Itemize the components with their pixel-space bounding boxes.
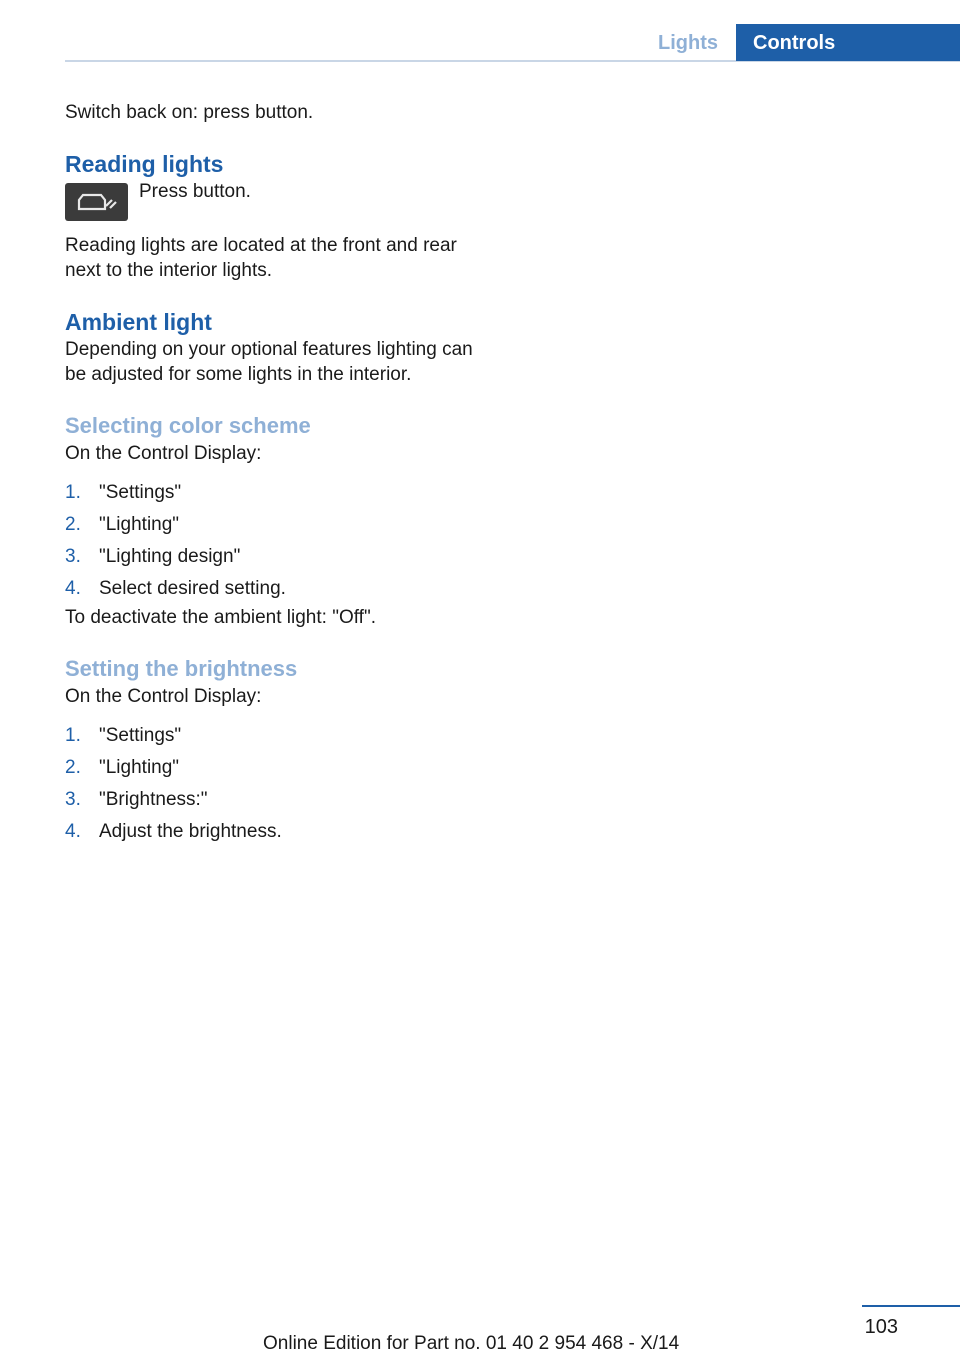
color-scheme-heading: Selecting color scheme bbox=[65, 413, 311, 438]
list-item bbox=[65, 544, 485, 569]
step-text: "Lighting design" bbox=[99, 546, 241, 567]
brightness-heading: Setting the brightness bbox=[65, 656, 298, 681]
edition-line: Online Edition for Part no. 01 40 2 954 468 - X/14 bbox=[263, 1333, 680, 1354]
color-scheme-lead: On the Control Display: bbox=[65, 443, 262, 464]
list-item bbox=[65, 576, 485, 601]
step-number: 4. bbox=[65, 821, 81, 842]
chapter-tab-label: Controls bbox=[753, 32, 836, 54]
chapter-tab[interactable] bbox=[736, 24, 960, 61]
step-text: Adjust the brightness. bbox=[99, 821, 282, 842]
reading-lights-button-text: Press button. bbox=[139, 181, 251, 202]
list-item bbox=[65, 480, 485, 505]
list-item bbox=[65, 723, 485, 748]
list-item bbox=[65, 755, 485, 780]
list-item bbox=[65, 819, 485, 844]
step-number: 1. bbox=[65, 725, 81, 746]
reading-lights-heading: Reading lights bbox=[65, 151, 224, 177]
step-number: 2. bbox=[65, 757, 81, 778]
reading-lights-body: Reading lights are located at the front and rear next to the interior lights. bbox=[65, 235, 457, 281]
list-item bbox=[65, 512, 485, 537]
step-text: Select desired setting. bbox=[99, 578, 286, 599]
list-item bbox=[65, 787, 485, 812]
page-number: 103 bbox=[864, 1316, 898, 1338]
step-number: 1. bbox=[65, 482, 81, 503]
step-text: "Lighting" bbox=[99, 514, 180, 535]
ambient-light-body: Depending on your optional features lighting can be adjusted for some lights in the interior. bbox=[65, 339, 473, 385]
color-scheme-steps bbox=[65, 480, 485, 601]
brightness-steps bbox=[65, 723, 485, 844]
step-number: 3. bbox=[65, 789, 81, 810]
step-text: "Settings" bbox=[99, 482, 182, 503]
step-number: 3. bbox=[65, 546, 81, 567]
step-number: 2. bbox=[65, 514, 81, 535]
step-text: "Brightness:" bbox=[99, 789, 208, 810]
step-text: "Settings" bbox=[99, 725, 182, 746]
footer-rule bbox=[862, 1305, 960, 1307]
color-scheme-note: To deactivate the ambient light: "Off". bbox=[65, 607, 376, 628]
page-content bbox=[65, 100, 485, 851]
ambient-light-heading: Ambient light bbox=[65, 309, 212, 335]
reading-lights-button-row bbox=[65, 183, 485, 221]
section-tab[interactable]: Lights bbox=[658, 32, 718, 54]
reading-light-icon bbox=[65, 183, 128, 221]
brightness-lead: On the Control Display: bbox=[65, 686, 262, 707]
step-number: 4. bbox=[65, 578, 81, 599]
step-text: "Lighting" bbox=[99, 757, 180, 778]
intro-text: Switch back on: press button. bbox=[65, 102, 314, 123]
